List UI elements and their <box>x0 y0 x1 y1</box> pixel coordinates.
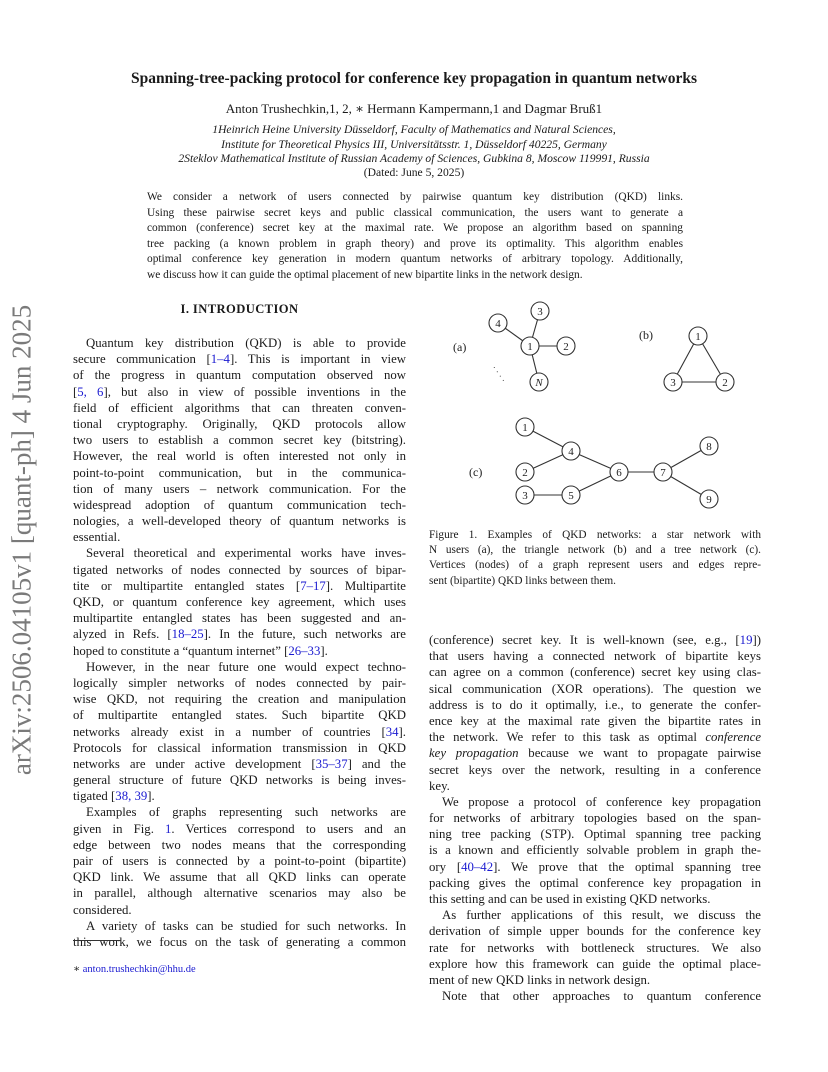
figure-label-b: (b) <box>639 328 653 342</box>
caption-line: Vertices (nodes) of a graph represent users and edges repre- <box>429 559 761 572</box>
text-line: the network. We refer to this task as optimal conference <box>429 730 761 745</box>
graph-node-label: 1 <box>527 341 533 353</box>
affiliation-2: 2Steklov Mathematical Institute of Russian Academy of Sciences, Gubkina 8, Moscow 119991, Russia <box>178 152 650 165</box>
figure-label-a: (a) <box>453 340 467 354</box>
text-line: ence key at the maximal rate given the bipartite rates in <box>429 713 761 728</box>
text-line: As further applications of this result, we discuss the <box>442 908 761 923</box>
graph-node-label: 9 <box>706 494 712 506</box>
text-line: point-to-point communication, but in the communica- <box>73 465 406 480</box>
text-line: essential. <box>73 530 121 545</box>
text-line: secret keys over the network, resulting in a conference <box>429 762 761 777</box>
text-line: tion of many users – network communication. For the <box>73 481 406 496</box>
abstract-line: We consider a network of users connected by pairwise quantum key distribution (QKD) links. <box>147 191 683 203</box>
graph-node <box>700 437 718 455</box>
graph-node <box>530 373 548 391</box>
text-line: field of efficient algorithms that can threaten conven- <box>73 400 406 415</box>
figure-ellipsis: · · · · <box>489 363 509 385</box>
text-line: explore how this framework can guide the optimal place- <box>429 956 761 971</box>
text-line: address is to do it optimally, i.e., to generate the confer- <box>429 697 761 712</box>
right-column <box>429 632 761 1004</box>
abstract-line: common (conference) secret key at the maximal rate. We propose an algorithm based on spanning <box>147 222 683 235</box>
caption-line: Figure 1. Examples of QKD networks: a star network with <box>429 529 761 541</box>
abstract-line: Using these pairwise secret keys and public classical communication, the users want to generate a <box>147 206 683 219</box>
graph-node-label: 6 <box>616 467 622 479</box>
paragraph <box>429 794 761 907</box>
text-line: networks are under active development [35–37] and the <box>73 756 406 771</box>
text-line: general structure of future QKD networks is being inves- <box>73 773 406 788</box>
text-line: However, in the near future one would expect techno- <box>86 659 406 674</box>
graph-node-label: 2 <box>722 377 728 389</box>
graph-node-label: 4 <box>568 446 574 458</box>
text-line: tigated networks of nodes connected by sources of bipar- <box>73 562 406 577</box>
graph-node-label: 1 <box>695 331 701 343</box>
text-line: this work, we focus on the task of generating a common <box>73 934 406 949</box>
graph-node-label: N <box>535 377 543 389</box>
text-line: nologies, a well-developed theory of quantum networks is <box>73 514 406 529</box>
footnote-marker: ∗ <box>73 964 81 975</box>
caption-line: N users (a), the triangle network (b) and a tree network (c). <box>429 544 761 557</box>
graph-node <box>521 337 539 355</box>
text-line: Protocols for classical information transmission in QKD <box>73 740 406 755</box>
text-line: key. <box>429 778 450 793</box>
graph-node-label: 3 <box>522 490 528 502</box>
text-line: We propose a protocol of conference key propagation <box>442 794 761 809</box>
graph-node <box>664 373 682 391</box>
text-line: tigated [38, 39]. <box>73 789 155 804</box>
section-heading: I. INTRODUCTION <box>180 302 299 316</box>
abstract <box>147 190 683 284</box>
figure-caption <box>429 528 761 589</box>
affiliation-1a: 1Heinrich Heine University Düsseldorf, Faculty of Mathematics and Natural Sciences, <box>212 123 616 136</box>
text-line: networks already exist in a number of countries [34]. <box>73 724 406 739</box>
text-line: packing gives the optimal conference key propagation in <box>429 875 761 890</box>
paragraph <box>429 988 761 1004</box>
authors-text: Anton Trushechkin,1, 2, ∗ Hermann Kampermann,1 and Dagmar Bruß1 <box>225 101 603 116</box>
graph-node <box>689 327 707 345</box>
text-line: Note that other approaches to quantum conference <box>442 989 761 1004</box>
text-line: key propagation because we want to propagate pairwise <box>429 746 761 761</box>
text-line: QKD link. We assume that all QKD links can operate <box>73 870 406 885</box>
graph-node <box>562 486 580 504</box>
left-column <box>73 335 406 950</box>
text-line: edge between two nodes means that the corresponding <box>73 837 406 852</box>
text-line: Quantum key distribution (QKD) is able to provide <box>86 336 406 350</box>
text-line: ment of new QKD links in network design. <box>429 972 651 987</box>
graph-node-label: 4 <box>495 318 501 330</box>
abstract-line: we discuss how it can guide the optimal placement of new bipartite links in the network design. <box>147 268 583 281</box>
footnote-rule <box>73 940 121 941</box>
text-line: hoped to constitute a “quantum internet” [26–33]. <box>73 643 328 658</box>
graph-node-label: 2 <box>563 341 569 353</box>
text-line: (conference) secret key. It is well-known (see, e.g., [19]) <box>429 633 761 647</box>
text-line: derivation of simple upper bounds for the conference key <box>429 924 761 939</box>
footnote <box>73 963 196 975</box>
graph-node-label: 3 <box>537 306 543 318</box>
text-line: is a known and efficiently solvable problem in graph the- <box>429 843 761 858</box>
author-list <box>0 101 828 117</box>
text-line: of the progress in quantum computation observed now <box>73 368 406 383</box>
text-line: multipartite entangled states has been suggested and an- <box>73 611 406 626</box>
text-line: Examples of graphs representing such networks are <box>86 805 406 820</box>
graph-node <box>516 463 534 481</box>
text-line: wise QKD, not requiring the creation and manipulation <box>73 692 406 707</box>
paragraph <box>73 804 406 917</box>
arxiv-id: arXiv:2506.04105v1 [quant-ph] 4 Jun 2025 <box>6 304 37 776</box>
graph-node <box>562 442 580 460</box>
graph-node <box>516 418 534 436</box>
caption-line: sent (bipartite) QKD links between them. <box>429 574 616 587</box>
graph-node-label: 1 <box>522 422 528 434</box>
text-line: considered. <box>73 902 132 917</box>
paragraph <box>73 659 406 805</box>
arxiv-stamp <box>2 290 42 790</box>
text-line: alyzed in Refs. [18–25]. In the future, such networks are <box>73 627 406 642</box>
figure-label-c: (c) <box>469 465 483 479</box>
figure-1 <box>429 296 769 518</box>
paragraph <box>429 907 761 988</box>
graph-node-label: 5 <box>568 490 574 502</box>
graph-node <box>557 337 575 355</box>
text-line: given in Fig. 1. Vertices correspond to users and an <box>73 821 406 836</box>
text-line: this setting and can be used in existing QKD networks. <box>429 892 711 906</box>
graph-node-label: 8 <box>706 441 712 453</box>
graph-node <box>654 463 672 481</box>
text-line: ning tree packing (STP). Optimal spanning tree packing <box>429 827 761 842</box>
paragraph <box>73 335 406 545</box>
text-line: However, the real world is often interested not only in <box>73 449 406 464</box>
affiliation-1b: Institute for Theoretical Physics III, Universitätsstr. 1, Düsseldorf 40225, Germany <box>221 138 607 151</box>
text-line: rate for networks with bottleneck structures. We also <box>429 940 761 955</box>
text-line: Several theoretical and experimental works have inves- <box>86 546 406 561</box>
text-line: ory [40–42]. We prove that the optimal spanning tree <box>429 859 761 874</box>
graph-node <box>516 486 534 504</box>
text-line: A variety of tasks can be studied for such networks. In <box>86 918 406 933</box>
text-line: tional cryptography. Originally, QKD protocols allow <box>73 416 406 431</box>
text-line: in parallel, although alternative scenarios may also be <box>73 886 406 901</box>
graph-node <box>700 490 718 508</box>
graph-node <box>716 373 734 391</box>
text-line: pair of users is connected by a point-to-point (bipartite) <box>73 854 406 868</box>
graph-node <box>531 302 549 320</box>
graph-node-label: 3 <box>670 377 676 389</box>
text-line: [5, 6], but also in view of possible inventions in the <box>73 384 407 399</box>
abstract-line: optimal conference key generation in modern quantum networks of arbitrary topology. Additionally, <box>147 253 683 266</box>
text-line: sical communication (XOR operations). The question we <box>429 681 761 696</box>
text-line: tite or multipartite entangled states [7–17]. Multipartite <box>73 578 406 593</box>
text-line: can agree on a common (conference) secret key using clas- <box>429 665 761 680</box>
paragraph <box>73 918 406 950</box>
text-line: that users having a connected network of bipartite keys <box>429 649 761 664</box>
author-email-link[interactable]: anton.trushechkin@hhu.de <box>82 964 196 975</box>
text-line: of multipartite entangled states. Such bipartite QKD <box>73 708 406 723</box>
graph-node-label: 2 <box>522 467 528 479</box>
text-line: QKD, or quantum conference key agreement, which uses <box>73 595 406 609</box>
graph-node <box>610 463 628 481</box>
graph-node-label: 7 <box>660 467 666 479</box>
graph-node <box>489 314 507 332</box>
paper-title: Spanning-tree-packing protocol for conference key propagation in quantum networks <box>130 70 698 87</box>
text-line: two users to establish a common secret key (bitstring). <box>73 433 406 448</box>
abstract-line: tree packing (a known problem in graph theory) and prove its optimality. This algorithm enables <box>147 237 683 250</box>
text-line: for networks of arbitrary topologies based on the span- <box>429 811 761 826</box>
text-line: logically simpler networks of nodes connected by pair- <box>73 675 406 690</box>
date-line: (Dated: June 5, 2025) <box>363 166 465 179</box>
paragraph <box>73 545 406 658</box>
text-line: widespread adoption of quantum communication tech- <box>73 497 406 512</box>
paragraph <box>429 632 761 794</box>
text-line: secure communication [1–4]. This is important in view <box>73 352 406 367</box>
